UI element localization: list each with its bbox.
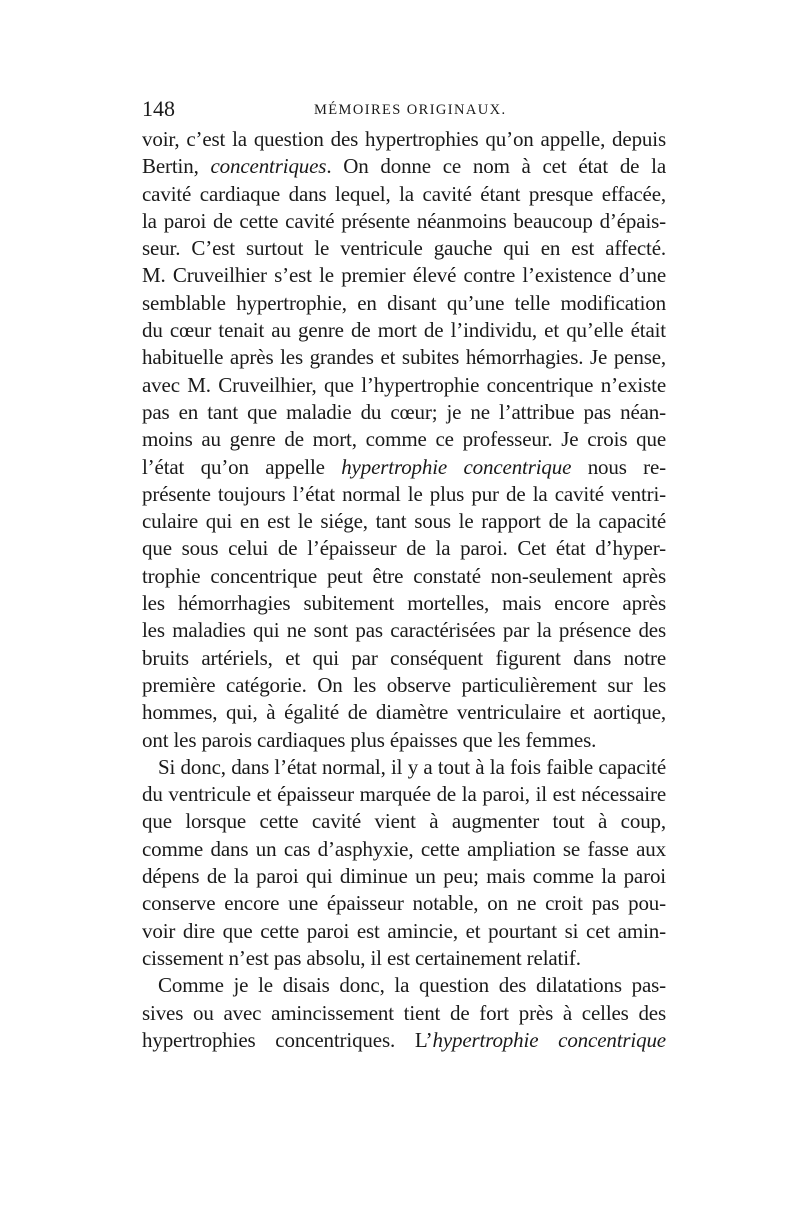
- text-line: habituelle après les grandes et subites hémorrhagies. Je pense,: [142, 345, 666, 370]
- text-line: avec M. Cruveilhier, que l’hypertrophie concentrique n’existe: [142, 372, 666, 397]
- text-line: la paroi de cette cavité présente néanmoins beaucoup d’épais-: [142, 208, 666, 233]
- text-line: moins au genre de mort, comme ce professeur. Je crois que: [142, 427, 666, 452]
- text-line: sives ou avec amincissement tient de fort près à celles des: [142, 1000, 666, 1025]
- text-segment: hypertrophies concentriques. L’: [142, 1027, 433, 1052]
- italic-term: hypertrophie concentrique: [341, 454, 572, 479]
- text-segment: Bertin,: [142, 154, 211, 179]
- text-line: première catégorie. On les observe particulièrement sur les: [142, 672, 666, 697]
- text-line: bruits artériels, et qui par conséquent figurent dans notre: [142, 645, 666, 670]
- text-line: [142, 454, 666, 481]
- book-page: [142, 96, 666, 1054]
- text-line: conserve encore une épaisseur notable, on ne croit pas pou-: [142, 891, 666, 916]
- text-segment: . On donne ce nom à cet état de la: [326, 154, 666, 179]
- italic-term: hypertrophie concentrique: [432, 1027, 666, 1052]
- text-line: seur. C’est surtout le ventricule gauche qui en est affecté.: [142, 236, 666, 261]
- italic-term: concentriques: [210, 154, 327, 179]
- text-line: semblable hypertrophie, en disant qu’une telle modification: [142, 290, 666, 315]
- text-line: dépens de la paroi qui diminue un peu; mais comme la paroi: [142, 864, 666, 889]
- text-line: ont les parois cardiaques plus épaisses que les femmes.: [142, 727, 597, 752]
- text-line: M. Cruveilhier s’est le premier élevé contre l’existence d’une: [142, 263, 666, 288]
- page-header: [142, 96, 666, 126]
- text-line: cavité cardiaque dans lequel, la cavité étant presque effacée,: [142, 181, 666, 206]
- text-line: du ventricule et épaisseur marquée de la paroi, il est nécessaire: [142, 782, 666, 807]
- text-line: présente toujours l’état normal le plus pur de la cavité ventri-: [142, 481, 666, 506]
- text-line: [142, 1027, 666, 1054]
- text-line: culaire qui en est le siége, tant sous le rapport de la capacité: [142, 509, 666, 534]
- text-line: les maladies qui ne sont pas caractérisées par la présence des: [142, 618, 666, 643]
- text-line: trophie concentrique peut être constaté non-seulement après: [142, 563, 666, 588]
- running-title: MÉMOIRES ORIGINAUX.: [314, 102, 507, 118]
- text-line: que sous celui de l’épaisseur de la paroi. Cet état d’hyper-: [142, 536, 666, 561]
- text-line: voir, c’est la question des hypertrophies qu’on appelle, depuis: [142, 127, 666, 151]
- text-line: voir dire que cette paroi est amincie, et pourtant si cet amin-: [142, 918, 666, 943]
- text-line: Si donc, dans l’état normal, il y a tout à la fois faible capacité: [158, 754, 666, 779]
- text-line: comme dans un cas d’asphyxie, cette ampliation se fasse aux: [142, 836, 666, 861]
- page-number: 148: [142, 96, 175, 121]
- text-line: [142, 153, 666, 180]
- body-text: [142, 126, 666, 1054]
- text-line: du cœur tenait au genre de mort de l’individu, et qu’elle était: [142, 318, 666, 343]
- text-line: hommes, qui, à égalité de diamètre ventriculaire et aortique,: [142, 700, 666, 725]
- text-line: que lorsque cette cavité vient à augmenter tout à coup,: [142, 809, 666, 834]
- text-line: Comme je le disais donc, la question des dilatations pas-: [158, 973, 666, 998]
- text-segment: nous re-: [571, 454, 666, 479]
- text-line: pas en tant que maladie du cœur; je ne l’attribue pas néan-: [142, 399, 666, 424]
- text-line: cissement n’est pas absolu, il est certainement relatif.: [142, 945, 581, 970]
- text-line: les hémorrhagies subitement mortelles, mais encore après: [142, 591, 666, 616]
- text-segment: l’état qu’on appelle: [142, 454, 342, 479]
